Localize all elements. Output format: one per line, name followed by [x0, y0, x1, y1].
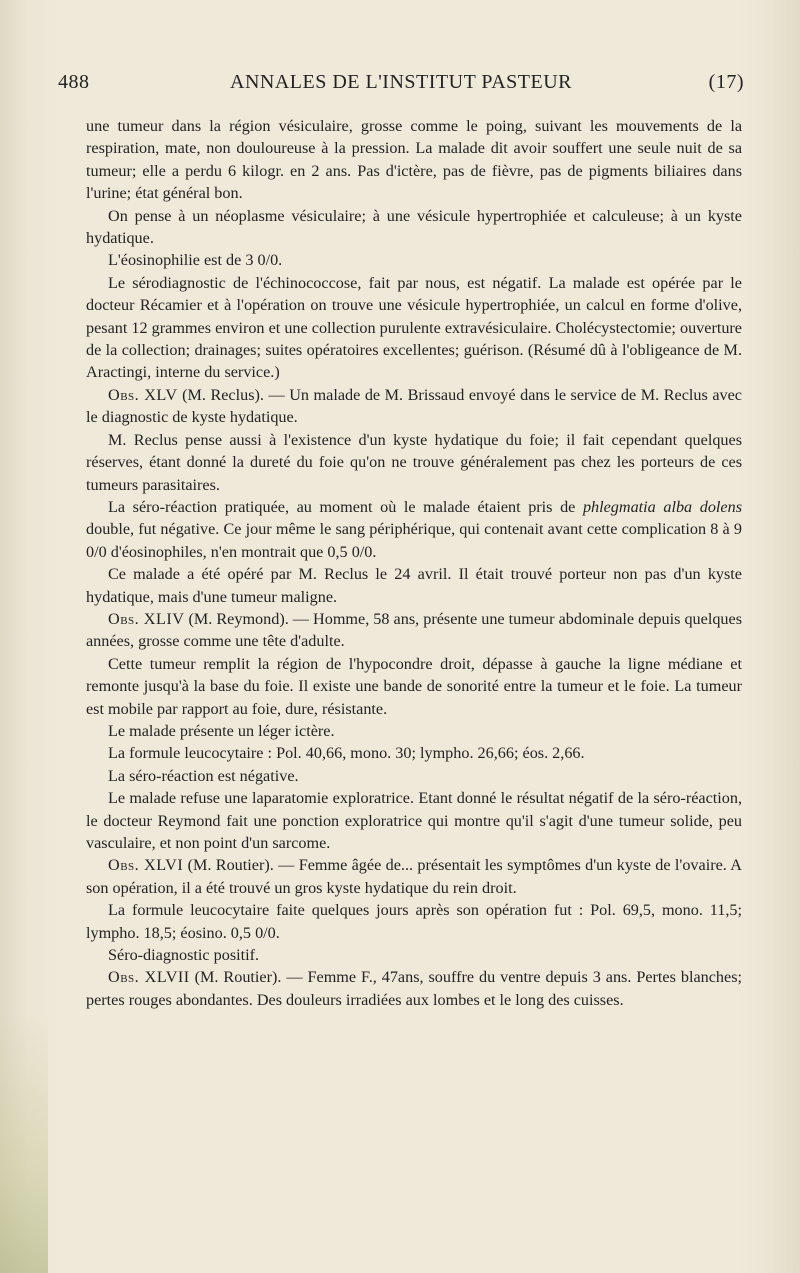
running-header: [58, 71, 744, 101]
paragraph: La formule leucocytaire faite quelques jours après son opération fut : Pol. 69,5, mono. 11,5; lympho. 18,5; éosino. 0,5 0/0.: [86, 901, 742, 942]
observation-label: Obs. XLIV: [108, 609, 185, 628]
paragraph: [86, 496, 742, 563]
observation-text: (M. Routier). — Femme âgée de... présentait les symptômes d'un kyste de l'ovaire. A son opération, il a été trouvé un gros kyste hydatique du rein droit.: [86, 856, 742, 897]
page-edge-stain: [0, 1013, 48, 1273]
observation-47-intro: [86, 966, 742, 1011]
paragraph: La séro-réaction est négative.: [108, 766, 299, 785]
observation-45-intro: [86, 384, 742, 429]
page-number: 488: [58, 71, 90, 93]
body-text: [86, 115, 742, 1011]
observation-46-intro: [86, 854, 742, 899]
paragraph: L'éosinophilie est de 3 0/0.: [108, 251, 283, 270]
paragraph: Le malade refuse une laparatomie exploratrice. Etant donné le résultat négatif de la séro-réaction, le docteur Reymond fait une ponction exploratrice qui montre qu'il s'agit d'une tumeur solide, peu vasculaire, et non point d'un sarcome.: [86, 789, 742, 852]
paragraph: une tumeur dans la région vésiculaire, grosse comme le poing, suivant les mouvements de la respiration, mate, non douloureuse à la pression. La malade dit avoir souffert une seule nuit de sa tumeur; elle a perdu 6 kilogr. en 2 ans. Pas d'ictère, pas de fièvre, pas de pigments biliaires dans l'urine; état général bon.: [86, 117, 742, 203]
observation-label: Obs. XLVII: [108, 968, 190, 987]
paragraph: Ce malade a été opéré par M. Reclus le 24 avril. Il était trouvé porteur non pas d'un kyste hydatique, mais d'une tumeur maligne.: [86, 565, 742, 606]
text-run: double, fut négative. Ce jour même le sang périphérique, qui contenait avant cette complication 8 à 9 0/0 d'éosinophiles, n'en montrait que 0,5 0/0.: [86, 520, 742, 561]
text-run: La séro-réaction pratiquée, au moment où le malade étaient pris de: [108, 497, 583, 516]
observation-text: (M. Routier). — Femme F., 47ans, souffre du ventre depuis 3 ans. Pertes blanches; pertes rouges abondantes. Des douleurs irradiées aux lombes et le long des cuisses.: [86, 968, 742, 1009]
issue-number: (17): [708, 71, 744, 93]
observation-44-intro: [86, 608, 742, 653]
paragraph: Le sérodiagnostic de l'échinococcose, fait par nous, est négatif. La malade est opérée par le docteur Récamier et à l'opération on trouve une vésicule hypertrophiée, un calcul en forme d'olive, pesant 12 grammes environ et une collection purulente extravésiculaire. Cholécystectomie; ouverture de la collection; drainages; suites opératoires excellentes; guérison. (Résumé dû à l'obligeance de M. Aractingi, interne du service.): [86, 273, 742, 382]
italic-term: phlegmatia alba dolens: [582, 497, 742, 516]
running-title: ANNALES DE L'INSTITUT PASTEUR: [230, 71, 572, 93]
paragraph: M. Reclus pense aussi à l'existence d'un kyste hydatique du foie; il fait cependant quelques réserves, étant donné la dureté du foie qu'on ne trouve généralement pas chez les porteurs de ces tumeurs parasitaires.: [86, 430, 742, 494]
observation-text: (M. Reclus). — Un malade de M. Brissaud envoyé dans le service de M. Reclus avec le diagnostic de kyste hydatique.: [86, 385, 742, 427]
observation-text: (M. Reymond). — Homme, 58 ans, présente une tumeur abdominale depuis quelques années, grosse comme une tête d'adulte.: [86, 609, 743, 651]
paragraph: On pense à un néoplasme vésiculaire; à une vésicule hypertrophiée et calculeuse; à un kyste hydatique.: [86, 206, 742, 248]
paragraph: Cette tumeur remplit la région de l'hypocondre droit, dépasse à gauche la ligne médiane et remonte jusqu'à la base du foie. Il existe une bande de sonorité entre la tumeur et le foie. La tumeur est mobile par rapport au foie, dure, résistante.: [86, 654, 742, 718]
paragraph: La formule leucocytaire : Pol. 40,66, mono. 30; lympho. 26,66; éos. 2,66.: [108, 744, 585, 763]
paragraph: Séro-diagnostic positif.: [108, 946, 260, 965]
observation-label: Obs. XLVI: [108, 856, 184, 875]
paragraph: Le malade présente un léger ictère.: [108, 721, 335, 740]
observation-label: Obs. XLV: [108, 385, 178, 404]
